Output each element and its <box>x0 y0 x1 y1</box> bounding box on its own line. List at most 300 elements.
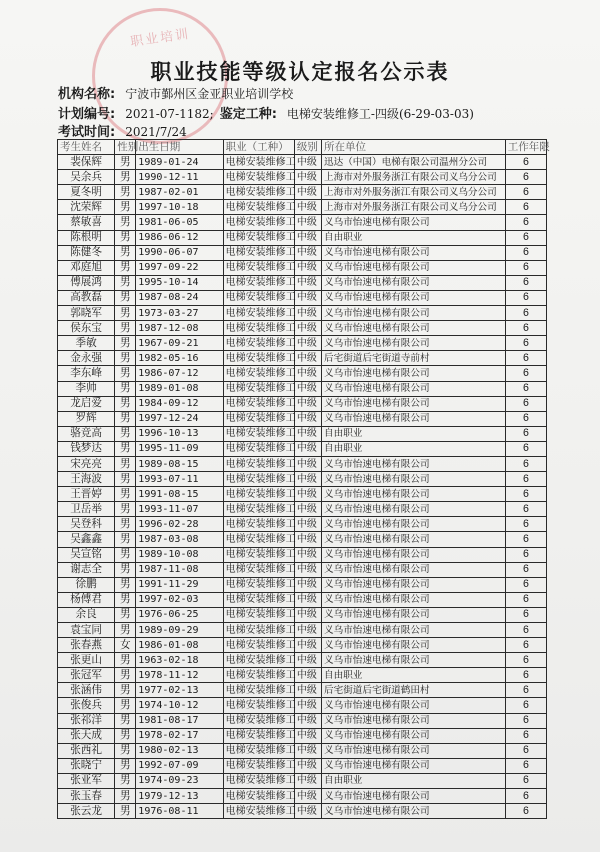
cell-level: 中级 <box>294 517 321 532</box>
cell-job: 电梯安装维修工 <box>223 789 294 804</box>
cell-level: 中级 <box>294 351 321 366</box>
cell-name: 张涵伟 <box>58 683 115 698</box>
cell-name: 吴余兵 <box>58 170 115 185</box>
table-row <box>58 411 547 426</box>
cell-sex: 男 <box>115 713 136 728</box>
cell-dob: 1987-03-08 <box>136 532 223 547</box>
cell-unit: 义乌市怡速电梯有限公司 <box>322 592 506 607</box>
table-row <box>58 200 547 215</box>
cell-level: 中级 <box>294 668 321 683</box>
cell-dob: 1997-09-22 <box>136 260 223 275</box>
cell-name: 张冠军 <box>58 668 115 683</box>
cell-years: 6 <box>505 230 546 245</box>
cell-sex: 男 <box>115 396 136 411</box>
cell-name: 罗辉 <box>58 411 115 426</box>
cell-sex: 男 <box>115 200 136 215</box>
cell-unit: 义乌市怡速电梯有限公司 <box>322 713 506 728</box>
cell-level: 中级 <box>294 487 321 502</box>
cell-sex: 男 <box>115 804 136 819</box>
cell-name: 陈健冬 <box>58 245 115 260</box>
seal-text: 职业培训 <box>129 26 192 51</box>
cell-years: 6 <box>505 351 546 366</box>
cell-name: 王海波 <box>58 472 115 487</box>
cell-unit: 上海市对外服务浙江有限公司义乌分公司 <box>322 185 506 200</box>
cell-sex: 男 <box>115 381 136 396</box>
cell-years: 6 <box>505 562 546 577</box>
exam-time-label: 考试时间: <box>58 125 116 140</box>
cell-name: 谢志全 <box>58 562 115 577</box>
table-row <box>58 381 547 396</box>
cell-years: 6 <box>505 472 546 487</box>
cell-level: 中级 <box>294 728 321 743</box>
cell-sex: 男 <box>115 170 136 185</box>
cell-level: 中级 <box>294 472 321 487</box>
table-row <box>58 366 547 381</box>
table-row <box>58 577 547 592</box>
cell-name: 侯东宝 <box>58 321 115 336</box>
cell-dob: 1981-06-05 <box>136 215 223 230</box>
table-row <box>58 532 547 547</box>
cell-sex: 男 <box>115 185 136 200</box>
table-row <box>58 336 547 351</box>
cell-level: 中级 <box>294 200 321 215</box>
cell-sex: 男 <box>115 290 136 305</box>
cell-level: 中级 <box>294 607 321 622</box>
cell-level: 中级 <box>294 743 321 758</box>
cell-years: 6 <box>505 245 546 260</box>
cell-dob: 1987-11-08 <box>136 562 223 577</box>
cell-sex: 男 <box>115 321 136 336</box>
table-row <box>58 396 547 411</box>
cell-dob: 1989-10-08 <box>136 547 223 562</box>
cell-sex: 男 <box>115 789 136 804</box>
table-row <box>58 230 547 245</box>
cell-name: 徐鹏 <box>58 577 115 592</box>
cell-unit: 义乌市怡速电梯有限公司 <box>322 260 506 275</box>
cell-name: 李帅 <box>58 381 115 396</box>
cell-sex: 男 <box>115 547 136 562</box>
cell-unit: 义乌市怡速电梯有限公司 <box>322 321 506 336</box>
table-row <box>58 758 547 773</box>
cell-unit: 自由职业 <box>322 441 506 456</box>
cell-sex: 男 <box>115 592 136 607</box>
cell-level: 中级 <box>294 547 321 562</box>
cell-level: 中级 <box>294 155 321 170</box>
cell-dob: 1986-07-12 <box>136 366 223 381</box>
cell-job: 电梯安装维修工 <box>223 532 294 547</box>
cell-dob: 1973-03-27 <box>136 306 223 321</box>
cell-job: 电梯安装维修工 <box>223 743 294 758</box>
cell-unit: 义乌市怡速电梯有限公司 <box>322 306 506 321</box>
cell-sex: 男 <box>115 532 136 547</box>
cell-dob: 1981-08-17 <box>136 713 223 728</box>
cell-level: 中级 <box>294 366 321 381</box>
cell-job: 电梯安装维修工 <box>223 155 294 170</box>
cell-unit: 义乌市怡速电梯有限公司 <box>322 517 506 532</box>
cell-unit: 迅达（中国）电梯有限公司温州分公司 <box>322 155 506 170</box>
cell-unit: 义乌市怡速电梯有限公司 <box>322 336 506 351</box>
cell-sex: 男 <box>115 245 136 260</box>
cell-job: 电梯安装维修工 <box>223 396 294 411</box>
cell-sex: 男 <box>115 653 136 668</box>
cell-years: 6 <box>505 502 546 517</box>
table-row <box>58 290 547 305</box>
table-row <box>58 321 547 336</box>
cell-name: 钱梦达 <box>58 441 115 456</box>
cell-unit: 义乌市怡速电梯有限公司 <box>322 396 506 411</box>
cell-years: 6 <box>505 426 546 441</box>
cell-years: 6 <box>505 592 546 607</box>
cell-years: 6 <box>505 517 546 532</box>
cell-sex: 男 <box>115 155 136 170</box>
table-row <box>58 185 547 200</box>
cell-job: 电梯安装维修工 <box>223 336 294 351</box>
cell-name: 张祁洋 <box>58 713 115 728</box>
cell-dob: 1990-06-07 <box>136 245 223 260</box>
cell-job: 电梯安装维修工 <box>223 487 294 502</box>
cell-sex: 男 <box>115 698 136 713</box>
cell-level: 中级 <box>294 623 321 638</box>
cell-level: 中级 <box>294 758 321 773</box>
table-row <box>58 215 547 230</box>
cell-unit: 义乌市怡速电梯有限公司 <box>322 411 506 426</box>
cell-years: 6 <box>505 396 546 411</box>
table-row <box>58 547 547 562</box>
cell-sex: 女 <box>115 638 136 653</box>
table-row <box>58 592 547 607</box>
cell-name: 骆竞高 <box>58 426 115 441</box>
header-unit: 所在单位 <box>322 140 506 155</box>
cell-job: 电梯安装维修工 <box>223 562 294 577</box>
roster-table <box>57 139 550 819</box>
cell-dob: 1976-06-25 <box>136 607 223 622</box>
cell-sex: 男 <box>115 577 136 592</box>
cell-dob: 1963-02-18 <box>136 653 223 668</box>
cell-name: 吴宣铭 <box>58 547 115 562</box>
cell-dob: 1987-02-01 <box>136 185 223 200</box>
cell-job: 电梯安装维修工 <box>223 758 294 773</box>
cell-level: 中级 <box>294 592 321 607</box>
cell-dob: 1996-02-28 <box>136 517 223 532</box>
cell-name: 张玉春 <box>58 789 115 804</box>
cell-unit: 义乌市怡速电梯有限公司 <box>322 804 506 819</box>
cell-job: 电梯安装维修工 <box>223 577 294 592</box>
cell-years: 6 <box>505 728 546 743</box>
cell-dob: 1989-01-08 <box>136 381 223 396</box>
cell-dob: 1974-10-12 <box>136 698 223 713</box>
table-row <box>58 245 547 260</box>
cell-level: 中级 <box>294 321 321 336</box>
cell-unit: 自由职业 <box>322 773 506 788</box>
cell-unit: 义乌市怡速电梯有限公司 <box>322 366 506 381</box>
cell-dob: 1986-06-12 <box>136 230 223 245</box>
exam-time-row <box>58 121 187 140</box>
cell-job: 电梯安装维修工 <box>223 472 294 487</box>
cell-unit: 义乌市怡速电梯有限公司 <box>322 245 506 260</box>
cell-years: 6 <box>505 441 546 456</box>
cell-sex: 男 <box>115 441 136 456</box>
cell-name: 夏冬明 <box>58 185 115 200</box>
cell-name: 蔡敏喜 <box>58 215 115 230</box>
table-row <box>58 728 547 743</box>
cell-sex: 男 <box>115 215 136 230</box>
cell-level: 中级 <box>294 396 321 411</box>
table-row <box>58 441 547 456</box>
cell-job: 电梯安装维修工 <box>223 321 294 336</box>
cell-name: 张云龙 <box>58 804 115 819</box>
cell-dob: 1977-02-13 <box>136 683 223 698</box>
cell-unit: 义乌市怡速电梯有限公司 <box>322 607 506 622</box>
cell-job: 电梯安装维修工 <box>223 381 294 396</box>
cell-sex: 男 <box>115 351 136 366</box>
table-row <box>58 683 547 698</box>
cell-job: 电梯安装维修工 <box>223 290 294 305</box>
cell-unit: 义乌市怡速电梯有限公司 <box>322 562 506 577</box>
cell-job: 电梯安装维修工 <box>223 351 294 366</box>
cell-unit: 义乌市怡速电梯有限公司 <box>322 623 506 638</box>
table-row <box>58 623 547 638</box>
cell-level: 中级 <box>294 336 321 351</box>
cell-unit: 上海市对外服务浙江有限公司义乌分公司 <box>322 200 506 215</box>
cell-name: 余良 <box>58 607 115 622</box>
trade-value: 电梯安装维修工-四级(6-29-03-03) <box>286 107 474 121</box>
cell-job: 电梯安装维修工 <box>223 366 294 381</box>
cell-years: 6 <box>505 789 546 804</box>
cell-sex: 男 <box>115 260 136 275</box>
institution-row <box>58 83 293 102</box>
cell-job: 电梯安装维修工 <box>223 170 294 185</box>
cell-unit: 义乌市怡速电梯有限公司 <box>322 472 506 487</box>
cell-sex: 男 <box>115 758 136 773</box>
plan-value: 2021-07-1182; <box>125 107 214 121</box>
cell-name: 吴登科 <box>58 517 115 532</box>
cell-dob: 1978-11-12 <box>136 668 223 683</box>
cell-sex: 男 <box>115 426 136 441</box>
cell-name: 沈荣辉 <box>58 200 115 215</box>
cell-name: 金永强 <box>58 351 115 366</box>
table-row <box>58 653 547 668</box>
cell-job: 电梯安装维修工 <box>223 185 294 200</box>
cell-level: 中级 <box>294 290 321 305</box>
cell-job: 电梯安装维修工 <box>223 638 294 653</box>
cell-level: 中级 <box>294 170 321 185</box>
cell-years: 6 <box>505 170 546 185</box>
cell-sex: 男 <box>115 623 136 638</box>
cell-name: 陈根明 <box>58 230 115 245</box>
cell-name: 袁宝同 <box>58 623 115 638</box>
cell-job: 电梯安装维修工 <box>223 245 294 260</box>
cell-years: 6 <box>505 547 546 562</box>
cell-name: 杨傅君 <box>58 592 115 607</box>
cell-name: 张西礼 <box>58 743 115 758</box>
cell-years: 6 <box>505 698 546 713</box>
cell-job: 电梯安装维修工 <box>223 804 294 819</box>
cell-job: 电梯安装维修工 <box>223 683 294 698</box>
cell-job: 电梯安装维修工 <box>223 275 294 290</box>
cell-years: 6 <box>505 804 546 819</box>
cell-dob: 1989-08-15 <box>136 456 223 471</box>
cell-job: 电梯安装维修工 <box>223 456 294 471</box>
table-row <box>58 502 547 517</box>
cell-sex: 男 <box>115 668 136 683</box>
cell-unit: 后宅街道后宅街道鹤田村 <box>322 683 506 698</box>
plan-label: 计划编号: <box>58 107 116 122</box>
cell-level: 中级 <box>294 215 321 230</box>
cell-level: 中级 <box>294 381 321 396</box>
cell-job: 电梯安装维修工 <box>223 441 294 456</box>
table-row <box>58 743 547 758</box>
table-row <box>58 155 547 170</box>
cell-sex: 男 <box>115 743 136 758</box>
cell-level: 中级 <box>294 260 321 275</box>
table-row <box>58 773 547 788</box>
cell-unit: 自由职业 <box>322 230 506 245</box>
cell-dob: 1982-05-16 <box>136 351 223 366</box>
cell-unit: 义乌市怡速电梯有限公司 <box>322 532 506 547</box>
cell-unit: 义乌市怡速电梯有限公司 <box>322 456 506 471</box>
cell-years: 6 <box>505 215 546 230</box>
cell-dob: 1989-01-24 <box>136 155 223 170</box>
cell-unit: 义乌市怡速电梯有限公司 <box>322 758 506 773</box>
cell-level: 中级 <box>294 411 321 426</box>
cell-sex: 男 <box>115 517 136 532</box>
table-row <box>58 668 547 683</box>
table-row <box>58 607 547 622</box>
cell-level: 中级 <box>294 426 321 441</box>
cell-level: 中级 <box>294 698 321 713</box>
cell-unit: 义乌市怡速电梯有限公司 <box>322 381 506 396</box>
cell-dob: 1991-08-15 <box>136 487 223 502</box>
plan-row <box>58 103 474 122</box>
cell-years: 6 <box>505 381 546 396</box>
cell-dob: 1984-09-12 <box>136 396 223 411</box>
cell-sex: 男 <box>115 683 136 698</box>
cell-unit: 上海市对外服务浙江有限公司义乌分公司 <box>322 170 506 185</box>
cell-name: 张更山 <box>58 653 115 668</box>
cell-level: 中级 <box>294 456 321 471</box>
cell-name: 季敏 <box>58 336 115 351</box>
cell-sex: 男 <box>115 502 136 517</box>
cell-years: 6 <box>505 366 546 381</box>
cell-job: 电梯安装维修工 <box>223 260 294 275</box>
cell-unit: 义乌市怡速电梯有限公司 <box>322 577 506 592</box>
cell-unit: 义乌市怡速电梯有限公司 <box>322 743 506 758</box>
cell-unit: 义乌市怡速电梯有限公司 <box>322 215 506 230</box>
cell-years: 6 <box>505 321 546 336</box>
cell-sex: 男 <box>115 728 136 743</box>
cell-dob: 1990-12-11 <box>136 170 223 185</box>
cell-years: 6 <box>505 185 546 200</box>
cell-dob: 1967-09-21 <box>136 336 223 351</box>
table-body <box>58 155 547 819</box>
table-row <box>58 426 547 441</box>
page-title: 职业技能等级认定报名公示表 <box>150 59 450 84</box>
header-dob: 出生日期 <box>136 140 223 155</box>
exam-time-value: 2021/7/24 <box>125 125 187 139</box>
cell-level: 中级 <box>294 502 321 517</box>
cell-level: 中级 <box>294 245 321 260</box>
cell-years: 6 <box>505 155 546 170</box>
cell-dob: 1987-12-08 <box>136 321 223 336</box>
cell-level: 中级 <box>294 773 321 788</box>
cell-sex: 男 <box>115 472 136 487</box>
cell-years: 6 <box>505 713 546 728</box>
cell-years: 6 <box>505 306 546 321</box>
table-row <box>58 713 547 728</box>
cell-name: 吴鑫鑫 <box>58 532 115 547</box>
cell-years: 6 <box>505 668 546 683</box>
cell-level: 中级 <box>294 532 321 547</box>
cell-years: 6 <box>505 638 546 653</box>
cell-unit: 义乌市怡速电梯有限公司 <box>322 638 506 653</box>
cell-unit: 义乌市怡速电梯有限公司 <box>322 275 506 290</box>
header-years: 工作年限 <box>505 140 546 155</box>
cell-job: 电梯安装维修工 <box>223 698 294 713</box>
cell-name: 邓庭旭 <box>58 260 115 275</box>
table-row <box>58 698 547 713</box>
cell-years: 6 <box>505 487 546 502</box>
table-row <box>58 351 547 366</box>
header-name: 考生姓名 <box>58 140 115 155</box>
institution-value: 宁波市鄞州区金亚职业培训学校 <box>125 87 294 101</box>
cell-dob: 1986-01-08 <box>136 638 223 653</box>
cell-dob: 1997-12-24 <box>136 411 223 426</box>
cell-dob: 1987-08-24 <box>136 290 223 305</box>
cell-unit: 义乌市怡速电梯有限公司 <box>322 698 506 713</box>
cell-job: 电梯安装维修工 <box>223 653 294 668</box>
cell-unit: 自由职业 <box>322 426 506 441</box>
cell-dob: 1991-11-29 <box>136 577 223 592</box>
cell-job: 电梯安装维修工 <box>223 215 294 230</box>
cell-unit: 义乌市怡速电梯有限公司 <box>322 502 506 517</box>
cell-name: 龙启爱 <box>58 396 115 411</box>
table-row <box>58 170 547 185</box>
cell-name: 傅展鸿 <box>58 275 115 290</box>
cell-level: 中级 <box>294 306 321 321</box>
institution-label: 机构名称: <box>58 87 116 102</box>
cell-sex: 男 <box>115 275 136 290</box>
cell-unit: 义乌市怡速电梯有限公司 <box>322 653 506 668</box>
cell-dob: 1995-11-09 <box>136 441 223 456</box>
cell-dob: 1996-10-13 <box>136 426 223 441</box>
cell-years: 6 <box>505 653 546 668</box>
cell-unit: 义乌市怡速电梯有限公司 <box>322 728 506 743</box>
cell-level: 中级 <box>294 683 321 698</box>
header-job: 职业（工种） <box>223 140 294 155</box>
table-row <box>58 472 547 487</box>
cell-years: 6 <box>505 336 546 351</box>
table-header-row <box>58 140 547 155</box>
table-row <box>58 517 547 532</box>
cell-level: 中级 <box>294 275 321 290</box>
cell-level: 中级 <box>294 653 321 668</box>
cell-years: 6 <box>505 532 546 547</box>
trade-label: 鉴定工种: <box>219 107 277 122</box>
cell-job: 电梯安装维修工 <box>223 773 294 788</box>
cell-years: 6 <box>505 456 546 471</box>
cell-unit: 义乌市怡速电梯有限公司 <box>322 487 506 502</box>
cell-years: 6 <box>505 623 546 638</box>
cell-years: 6 <box>505 200 546 215</box>
cell-unit: 义乌市怡速电梯有限公司 <box>322 290 506 305</box>
cell-name: 郭晓军 <box>58 306 115 321</box>
cell-years: 6 <box>505 275 546 290</box>
cell-job: 电梯安装维修工 <box>223 306 294 321</box>
table-row <box>58 306 547 321</box>
cell-job: 电梯安装维修工 <box>223 592 294 607</box>
cell-sex: 男 <box>115 607 136 622</box>
cell-dob: 1976-08-11 <box>136 804 223 819</box>
